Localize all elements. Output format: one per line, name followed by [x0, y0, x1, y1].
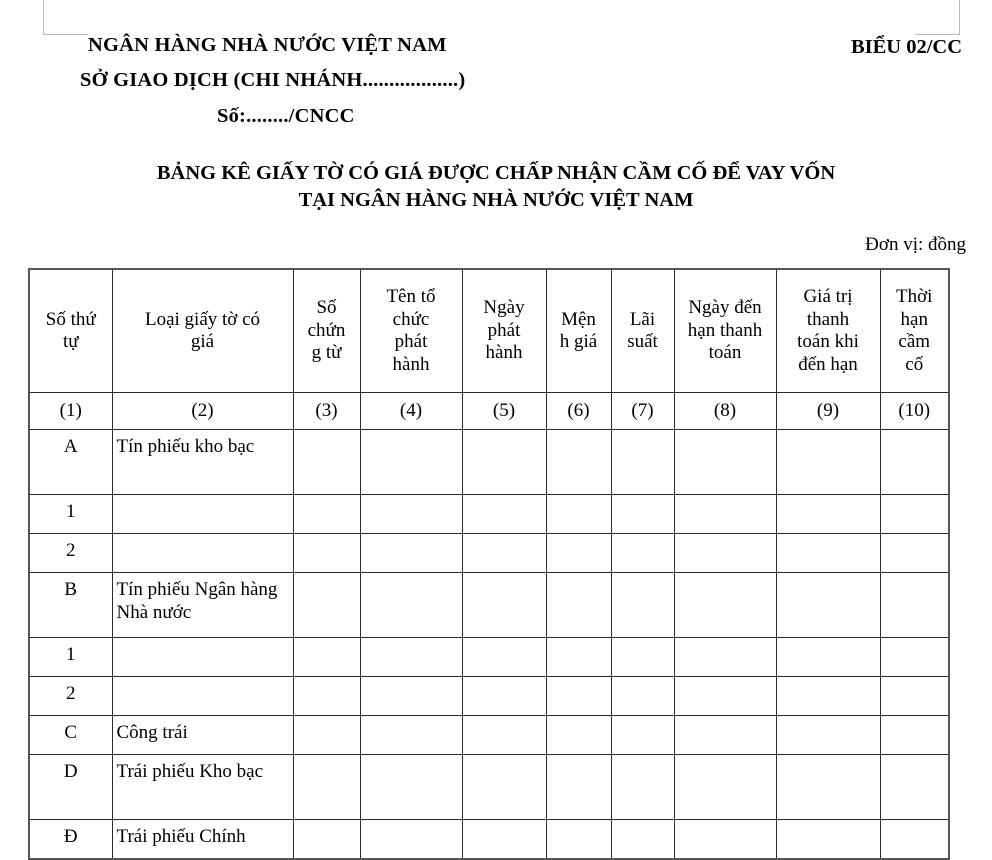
document-title	[22, 160, 970, 214]
cell-blank-column-6[interactable]	[546, 534, 611, 573]
cell-blank-column-7[interactable]	[611, 755, 674, 820]
cell-sequence-number[interactable]: 1	[29, 638, 112, 677]
cell-blank-column-5[interactable]	[462, 534, 546, 573]
cell-blank-column-9[interactable]	[776, 820, 880, 860]
cell-blank-column-3[interactable]	[293, 573, 360, 638]
cell-blank-column-10[interactable]	[880, 820, 949, 860]
cell-blank-column-10[interactable]	[880, 638, 949, 677]
cell-blank-column-9[interactable]	[776, 716, 880, 755]
column-number-6: (6)	[546, 393, 611, 430]
form-code: BIỂU 02/CC	[850, 36, 962, 58]
cell-blank-column-5[interactable]	[462, 638, 546, 677]
column-header-line: giá	[190, 331, 215, 353]
cell-blank-column-10[interactable]	[880, 573, 949, 638]
column-header-1	[29, 269, 112, 393]
cell-security-type[interactable]	[112, 677, 293, 716]
table-row	[29, 534, 949, 573]
column-header-line: Số thứ	[45, 308, 96, 330]
table-row	[29, 573, 949, 638]
cell-blank-column-8[interactable]	[674, 677, 776, 716]
column-header-line: tự	[62, 331, 79, 353]
column-header-3	[293, 269, 360, 393]
table-row	[29, 755, 949, 820]
cell-blank-column-4[interactable]	[360, 716, 462, 755]
cell-blank-column-7[interactable]	[611, 573, 674, 638]
cell-security-type[interactable]	[112, 638, 293, 677]
column-header-line: đến hạn	[798, 353, 858, 375]
cell-blank-column-6[interactable]	[546, 430, 611, 495]
table-row	[29, 638, 949, 677]
column-header-line: Lãi	[629, 308, 656, 330]
cell-blank-column-8[interactable]	[674, 495, 776, 534]
cell-blank-column-8[interactable]	[674, 716, 776, 755]
column-header-line: toán	[708, 342, 742, 364]
cell-blank-column-4[interactable]	[360, 495, 462, 534]
column-header-line: Thời	[896, 286, 933, 308]
column-number-4: (4)	[360, 393, 462, 430]
cell-sequence-number[interactable]: 1	[29, 495, 112, 534]
cell-security-type[interactable]	[112, 534, 293, 573]
column-header-line: Số	[316, 297, 337, 319]
cell-blank-column-10[interactable]	[880, 677, 949, 716]
cell-blank-column-5[interactable]	[462, 573, 546, 638]
cell-blank-column-5[interactable]	[462, 430, 546, 495]
cell-blank-column-4[interactable]	[360, 755, 462, 820]
cell-sequence-number[interactable]: D	[29, 755, 112, 820]
column-header-8	[674, 269, 776, 393]
cell-blank-column-3[interactable]	[293, 820, 360, 860]
cell-blank-column-10[interactable]	[880, 495, 949, 534]
column-header-line: chứn	[307, 319, 346, 341]
column-header-line: g từ	[311, 342, 342, 364]
column-header-4	[360, 269, 462, 393]
cell-blank-column-9[interactable]	[776, 677, 880, 716]
column-header-line: hành	[392, 353, 430, 375]
currency-unit-note: Đơn vị: đồng	[865, 234, 966, 256]
document-title-line-2: TẠI NGÂN HÀNG NHÀ NƯỚC VIỆT NAM	[298, 189, 694, 212]
column-header-9	[776, 269, 880, 393]
cell-security-type[interactable]: Trái phiếu Kho bạc	[112, 755, 293, 820]
cell-blank-column-8[interactable]	[674, 638, 776, 677]
column-header-line: Loại giấy tờ có	[144, 308, 261, 330]
column-number-3: (3)	[293, 393, 360, 430]
cell-blank-column-6[interactable]	[546, 820, 611, 860]
column-header-10	[880, 269, 949, 393]
column-header-line: cố	[905, 353, 924, 375]
column-number-7: (7)	[611, 393, 674, 430]
cell-security-type[interactable]: Tín phiếu kho bạc	[112, 430, 293, 495]
cell-blank-column-7[interactable]	[611, 820, 674, 860]
column-header-2	[112, 269, 293, 393]
cell-blank-column-4[interactable]	[360, 677, 462, 716]
table-body	[29, 393, 949, 860]
table-row	[29, 495, 949, 534]
cell-blank-column-5[interactable]	[462, 677, 546, 716]
cell-blank-column-6[interactable]	[546, 573, 611, 638]
table-row	[29, 716, 949, 755]
cell-blank-column-4[interactable]	[360, 430, 462, 495]
cell-blank-column-8[interactable]	[674, 534, 776, 573]
column-header-6	[546, 269, 611, 393]
cell-blank-column-8[interactable]	[674, 820, 776, 860]
cell-blank-column-5[interactable]	[462, 755, 546, 820]
cell-sequence-number[interactable]: A	[29, 430, 112, 495]
column-header-line: cầm	[898, 331, 931, 353]
table-row	[29, 430, 949, 495]
column-number-10: (10)	[880, 393, 949, 430]
cell-blank-column-7[interactable]	[611, 430, 674, 495]
reference-number: Số:......../CNCC	[217, 105, 355, 127]
cell-blank-column-4[interactable]	[360, 534, 462, 573]
cell-blank-column-6[interactable]	[546, 677, 611, 716]
cell-blank-column-7[interactable]	[611, 495, 674, 534]
cell-blank-column-4[interactable]	[360, 820, 462, 860]
cell-blank-column-3[interactable]	[293, 495, 360, 534]
cell-blank-column-10[interactable]	[880, 430, 949, 495]
table-row	[29, 677, 949, 716]
column-header-line: Tên tổ	[386, 286, 436, 308]
cell-blank-column-9[interactable]	[776, 638, 880, 677]
cell-blank-column-9[interactable]	[776, 755, 880, 820]
cell-blank-column-6[interactable]	[546, 638, 611, 677]
cell-blank-column-7[interactable]	[611, 638, 674, 677]
column-header-line: hạn	[900, 308, 928, 330]
cell-blank-column-10[interactable]	[880, 716, 949, 755]
column-header-line: Ngày đến	[688, 297, 762, 319]
column-header-line: phát	[394, 331, 428, 353]
column-header-7	[611, 269, 674, 393]
column-header-line: h giá	[559, 331, 598, 353]
column-number-row	[29, 393, 949, 430]
column-header-5	[462, 269, 546, 393]
cell-blank-column-10[interactable]	[880, 755, 949, 820]
cell-blank-column-5[interactable]	[462, 820, 546, 860]
column-number-1: (1)	[29, 393, 112, 430]
cell-blank-column-9[interactable]	[776, 495, 880, 534]
cell-sequence-number[interactable]: Đ	[29, 820, 112, 860]
column-header-line: Giá trị	[803, 286, 853, 308]
column-header-line: hạn thanh	[687, 319, 763, 341]
cell-blank-column-7[interactable]	[611, 534, 674, 573]
column-header-line: Ngày	[483, 297, 525, 319]
column-number-5: (5)	[462, 393, 546, 430]
issuing-branch-line: SỞ GIAO DỊCH (CHI NHÁNH..................)	[80, 69, 466, 91]
cell-blank-column-3[interactable]	[293, 677, 360, 716]
cell-blank-column-3[interactable]	[293, 755, 360, 820]
securities-pledge-table	[28, 268, 950, 860]
cell-security-type[interactable]: Tín phiếu Ngân hàng Nhà nước	[112, 573, 293, 638]
cell-blank-column-9[interactable]	[776, 430, 880, 495]
table-header-row	[29, 269, 949, 393]
cell-blank-column-9[interactable]	[776, 573, 880, 638]
cell-blank-column-5[interactable]	[462, 495, 546, 534]
column-header-line: toán khi	[797, 331, 859, 353]
column-number-8: (8)	[674, 393, 776, 430]
cell-sequence-number[interactable]: 2	[29, 534, 112, 573]
document-title-line-1: BẢNG KÊ GIẤY TỜ CÓ GIÁ ĐƯỢC CHẤP NHẬN CẦM CỐ ĐỂ VAY VỐN	[156, 162, 836, 184]
cell-sequence-number[interactable]: B	[29, 573, 112, 638]
column-header-line: thanh	[806, 308, 850, 330]
column-header-line: hành	[485, 342, 523, 364]
cell-blank-column-3[interactable]	[293, 430, 360, 495]
cell-blank-column-6[interactable]	[546, 716, 611, 755]
cell-blank-column-4[interactable]	[360, 573, 462, 638]
column-header-line: Mện	[561, 308, 596, 330]
cell-blank-column-9[interactable]	[776, 534, 880, 573]
issuing-organization-line-1: NGÂN HÀNG NHÀ NƯỚC VIỆT NAM	[88, 34, 447, 56]
document-header	[22, 0, 970, 128]
cell-blank-column-3[interactable]	[293, 716, 360, 755]
cell-blank-column-8[interactable]	[674, 755, 776, 820]
cell-blank-column-3[interactable]	[293, 638, 360, 677]
column-header-line: phát	[487, 319, 521, 341]
cell-blank-column-4[interactable]	[360, 638, 462, 677]
column-number-2: (2)	[112, 393, 293, 430]
cell-blank-column-5[interactable]	[462, 716, 546, 755]
cell-blank-column-6[interactable]	[546, 755, 611, 820]
cell-blank-column-3[interactable]	[293, 534, 360, 573]
cell-blank-column-8[interactable]	[674, 430, 776, 495]
column-header-line: suất	[627, 331, 658, 353]
cell-blank-column-7[interactable]	[611, 677, 674, 716]
cell-sequence-number[interactable]: 2	[29, 677, 112, 716]
cell-blank-column-10[interactable]	[880, 534, 949, 573]
cell-blank-column-6[interactable]	[546, 495, 611, 534]
table-row	[29, 820, 949, 860]
cell-sequence-number[interactable]: C	[29, 716, 112, 755]
column-number-9: (9)	[776, 393, 880, 430]
cell-security-type[interactable]	[112, 495, 293, 534]
cell-blank-column-8[interactable]	[674, 573, 776, 638]
cell-security-type[interactable]: Công trái	[112, 716, 293, 755]
cell-security-type[interactable]: Trái phiếu Chính	[112, 820, 293, 860]
cell-blank-column-7[interactable]	[611, 716, 674, 755]
column-header-line: chức	[392, 308, 430, 330]
